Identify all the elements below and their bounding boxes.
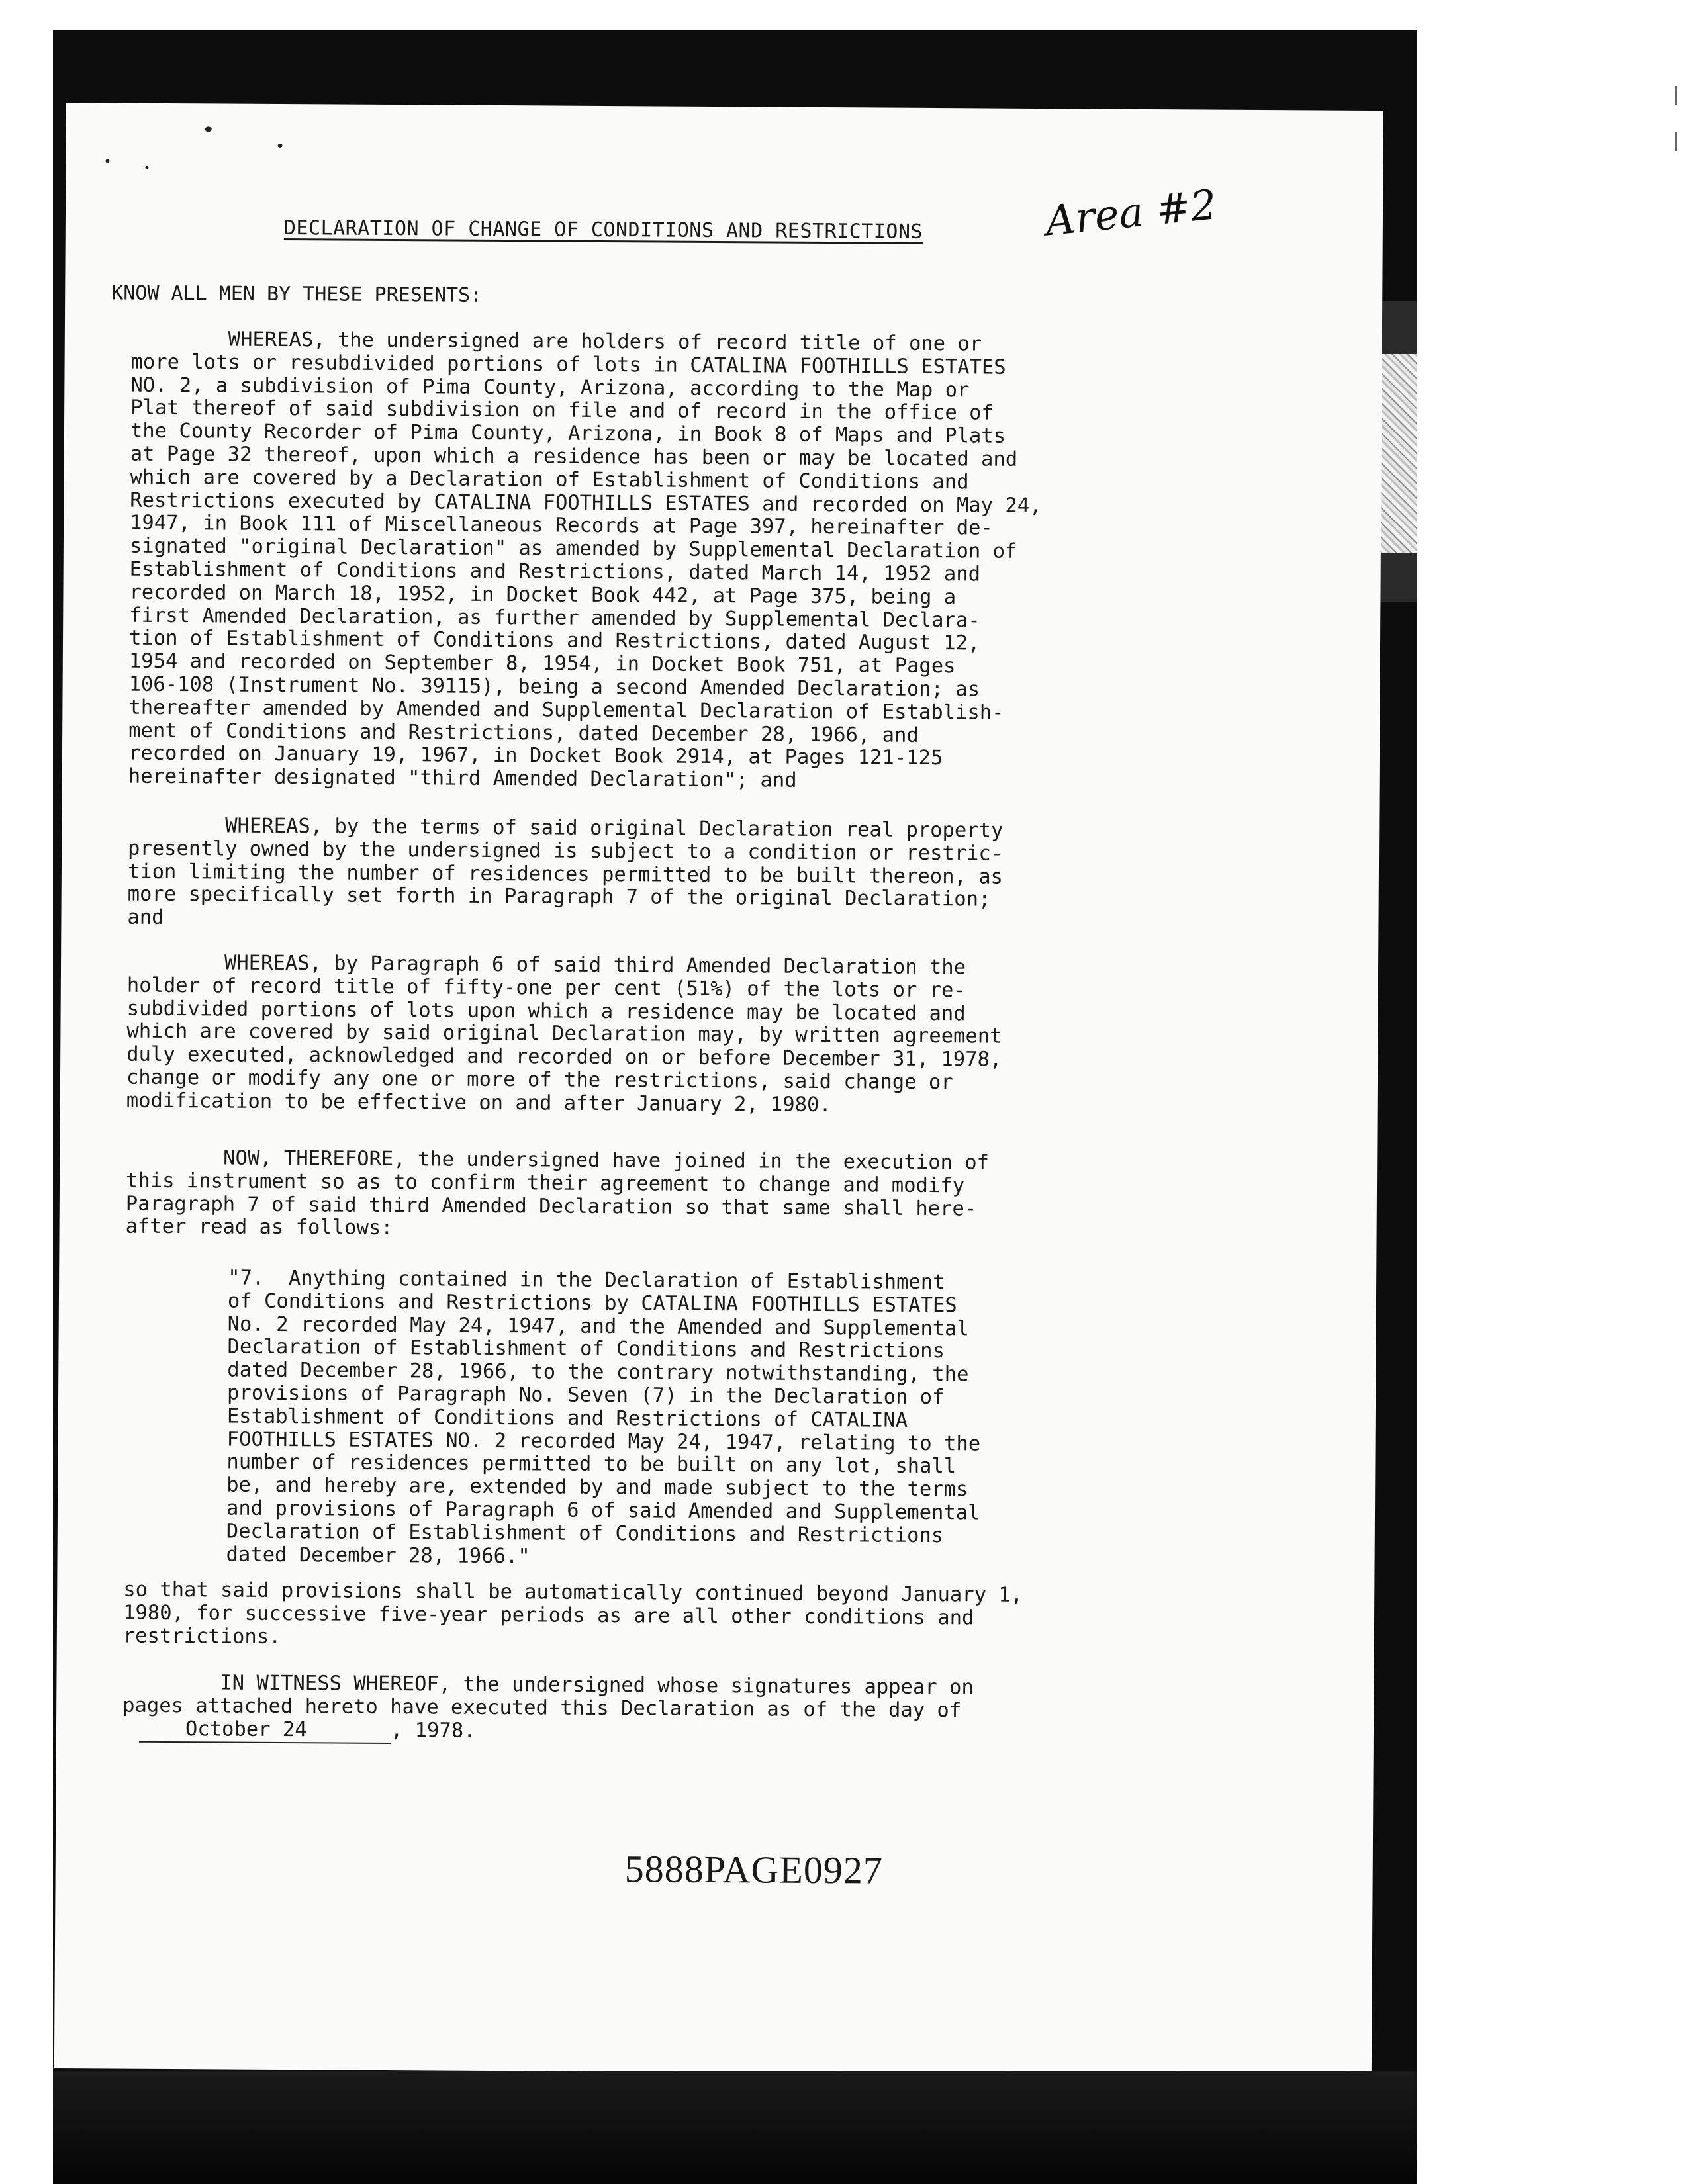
margin-mark xyxy=(1675,86,1677,105)
margin-mark xyxy=(1675,132,1677,151)
scan-speck xyxy=(145,166,148,169)
witness-date-line xyxy=(139,1718,476,1745)
scan-speck xyxy=(205,126,212,132)
closing-paragraph: so that said provisions shall be automatically continued beyond January 1, 1980, for successive five-year periods as are all other conditions and restrictions. xyxy=(122,1578,1023,1649)
scan-bottom-edge xyxy=(53,2071,1417,2184)
document-page xyxy=(54,103,1383,2076)
whereas-paragraph-3: WHEREAS, by Paragraph 6 of said third Amended Declaration the holder of record title of fifty-one per cent (51%) of the lots or re- subdivided portions of lots upon which a residence may be located and which are covered by said original Declaration may, by written agreement duly executed, acknowledged and recorded on or before December 31, 1978, change or modify any one or more of the restrictions, said change or modification to be effective on and after January 2, 1980. xyxy=(126,950,1002,1116)
whereas-paragraph-2: WHEREAS, by the terms of said original Declaration real property presently owned by the undersigned is subject to a condition or restric- tion limiting the number of residences permitted to be built thereon, as more specifically set forth in Paragraph 7 of the original Declaration; and xyxy=(127,813,1004,930)
amended-paragraph-7: "7. Anything contained in the Declaration of Establishment of Conditions and Restrictions by CATALINA FOOTHILLS ESTATES No. 2 recorded May 24, 1947, and the Amended and Supplemental Declaration of Establishment of Conditions and Restrictions dated December 28, 1966, to the contrary notwithstanding, the provisions of Paragraph No. Seven (7) in the Declaration of Establishment of Conditions and Restrictions of CATALINA FOOTHILLS ESTATES NO. 2 recorded May 24, 1947, relating to the number of residences permitted to be built on any lot, shall be, and hereby are, extended by and made subject to the terms and provisions of Paragraph 6 of said Amended and Supplemental Declaration of Establishment of Conditions and Restrictions dated December 28, 1966." xyxy=(226,1266,981,1568)
witness-year: , 1978. xyxy=(390,1719,476,1743)
witness-date: October 24 xyxy=(139,1718,391,1744)
recording-number: 5888PAGE0927 xyxy=(624,1847,884,1892)
scan-speck xyxy=(105,159,109,163)
witness-paragraph: IN WITNESS WHEREOF, the undersigned whose signatures appear on pages attached hereto have executed this Declaration as of the day of xyxy=(122,1670,974,1723)
now-therefore-paragraph: NOW, THEREFORE, the undersigned have joined in the execution of this instrument so as to confirm their agreement to change and modify Paragraph 7 of said third Amended Declaration so that same shall here- after read as follows: xyxy=(125,1146,990,1240)
handwritten-annotation: Area #2 xyxy=(1043,180,1219,246)
whereas-paragraph-1: WHEREAS, the undersigned are holders of record title of one or more lots or resubdivided portions of lots in CATALINA FOOTHILLS ESTATES NO. 2, a subdivision of Pima County, Arizona, according to the Map or Plat thereof of said subdivision on file and of record in the office of the County Recorder of Pima County, Arizona, in Book 8 of Maps and Plats at Page 32 thereof, upon which a residence has been or may be located and which are covered by a Declaration of Establishment of Conditions and Restrictions executed by CATALINA FOOTHILLS ESTATES and recorded on May 24, 1947, in Book 111 of Miscellaneous Records at Page 397, hereinafter de- signated "original Declaration" as amended by Supplemental Declaration of Establishment of Conditions and Restrictions, dated March 14, 1952 and recorded on March 18, 1952, in Docket Book 442, at Page 375, being a first Amended Declaration, as further amended by Supplemental Declara- tion of Establishment of Conditions and Restrictions, dated August 12, 1954 and recorded on September 8, 1954, in Docket Book 751, at Pages 106-108 (Instrument No. 39115), being a second Amended Declaration; as thereafter amended by Amended and Supplemental Declaration of Establish- ment of Conditions and Restrictions, dated December 28, 1966, and recorded on January 19, 1967, in Docket Book 2914, at Pages 121-125 hereinafter designated "third Amended Declaration"; and xyxy=(128,327,1042,792)
scan-speck xyxy=(278,144,283,148)
document-title: DECLARATION OF CHANGE OF CONDITIONS AND RESTRICTIONS xyxy=(283,216,923,244)
salutation: KNOW ALL MEN BY THESE PRESENTS: xyxy=(111,281,483,307)
